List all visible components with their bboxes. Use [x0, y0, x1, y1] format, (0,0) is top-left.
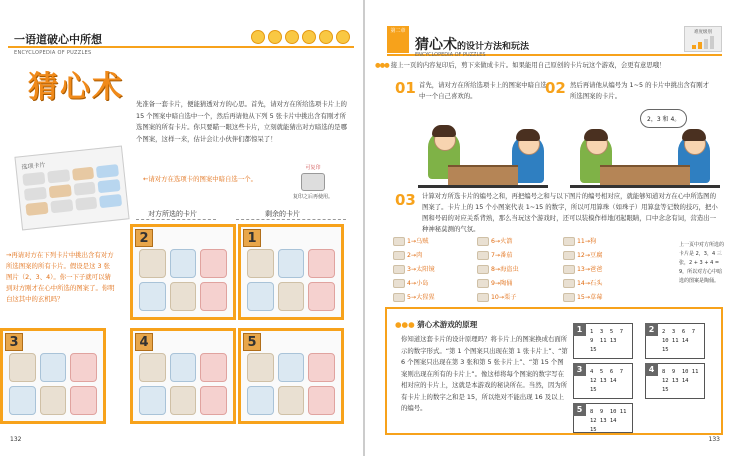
legend-item: 3→太阳镜 [393, 264, 435, 274]
card-number: 5 [243, 333, 261, 351]
figurine-icon [477, 279, 489, 288]
tofu-icon [563, 251, 575, 260]
number-card [573, 403, 633, 433]
step-number: 01 [395, 79, 416, 97]
face-icon [302, 30, 316, 44]
number-card [573, 363, 633, 399]
principle-heading [395, 319, 477, 330]
number-card [645, 363, 705, 399]
chestnut-icon [477, 293, 489, 302]
step-number: 03 [395, 191, 416, 209]
instruction-1: ←请对方在选项卡的图案中暗自选一个。 [143, 175, 257, 183]
right-title-suffix: 的设计方法和玩法 [457, 42, 530, 52]
rocket-icon [477, 237, 489, 246]
header-face-icons [251, 30, 350, 44]
dog-icon [563, 237, 575, 246]
remaining-cards-heading: 剩余的卡片 [265, 210, 300, 218]
card-number: 1 [243, 229, 261, 247]
tomato-icon [477, 251, 489, 260]
option-card [14, 146, 129, 231]
legend-item: 4→小岛 [393, 278, 429, 288]
stone-icon [563, 279, 575, 288]
squid-icon [393, 237, 405, 246]
legend-item: 11→狗 [563, 236, 596, 246]
legend-item: 2→肉 [393, 250, 422, 260]
option-card-label: 选项卡片 [21, 161, 46, 172]
copy-hint-note: 复印之后再使用。 [292, 194, 333, 200]
left-header-title: 一语道破心中所想 [14, 33, 102, 46]
left-header-subtitle: ENCYCLOPEDIA OF PUZZLES [14, 50, 92, 56]
speech-bubble: 2，3 和 4。 [640, 109, 687, 128]
difficulty-box [684, 26, 722, 52]
right-title-main: 猜心术 [415, 37, 457, 53]
lead-line [375, 60, 720, 69]
picture-card-1 [238, 224, 344, 320]
illustration-scene-2 [570, 101, 720, 188]
step-text: 首先，请对方在所给选项卡上的图案中暗自选中一个自己喜欢的。 [419, 81, 547, 100]
legend-item: 1→乌贼 [393, 236, 429, 246]
legend-item: 8→海盗虫 [477, 264, 519, 274]
strawberry-icon [563, 293, 575, 302]
face-icon [251, 30, 265, 44]
gorilla-icon [393, 293, 405, 302]
principle-title: 猜心术游戏的原理 [417, 320, 478, 329]
dots-icon: ●●● [395, 320, 415, 329]
face-icon [336, 30, 350, 44]
number-card-values: 1 3 5 7 9 11 13 15 [590, 329, 624, 353]
meat-icon [393, 251, 405, 260]
card-number: 4 [135, 333, 153, 351]
table-icon [448, 165, 518, 185]
legend-item: 6→火箭 [477, 236, 513, 246]
bug-icon [477, 265, 489, 274]
legend-item: 15→草莓 [563, 292, 602, 302]
legend-item: 14→石头 [563, 278, 602, 288]
instruction-2: →再请对方在下列卡片中挑出含有对方所选图案的所有卡片。假设是这 3 张图片（2、3、4）。你一下子就可以猜到对方刚才在心中所选的图案了。你明白这其中的玄机吗？ [6, 251, 115, 303]
picture-card-3 [0, 328, 106, 424]
divider [136, 219, 216, 220]
picture-card-5 [238, 328, 344, 424]
sunglasses-icon [393, 265, 405, 274]
legend-item: 9→陶俑 [477, 278, 513, 288]
picture-number-legend [393, 232, 723, 302]
number-card [645, 323, 705, 359]
number-card-values: 8 9 10 11 12 13 14 15 [662, 369, 699, 393]
table-icon [600, 165, 690, 185]
number-card-index: 5 [573, 403, 586, 416]
face-icon [285, 30, 299, 44]
difficulty-label: 难度级别 [694, 30, 712, 35]
face-icon [319, 30, 333, 44]
right-page [365, 0, 730, 456]
number-card-index: 3 [573, 363, 586, 376]
principle-body: 你知道这套卡片的设计原理吗？将卡片上的图案换成右面所示的数字形式。“第 1 个图案只出现在第 1 张卡片上”、“第 6 个图案只出现在第 3 张和第 5 张卡片上”、“第 15 个图案则出现在所有的卡片上”。像这样将每个图案的数字写在相对应的卡片上，这就是本游戏的秘诀所在。当然，因为所有卡片上的数字之和是 15，所以绝对不能出现 16 及以上的编号。 [401, 335, 568, 412]
difficulty-bars-icon [685, 35, 721, 49]
illustration-scene-1 [418, 101, 548, 188]
principle-box [385, 307, 723, 435]
number-card-index: 1 [573, 323, 586, 336]
chosen-cards-heading: 对方所选的卡片 [148, 210, 197, 218]
copy-hint [290, 164, 336, 200]
number-cards [573, 323, 718, 433]
number-card [573, 323, 633, 359]
dots-icon: ●●● [375, 61, 389, 69]
legend-item: 13→爸爸 [563, 264, 602, 274]
legend-item: 5→大猩猩 [393, 292, 435, 302]
option-card-grid [22, 164, 122, 216]
legend-item: 7→番茄 [477, 250, 513, 260]
face-icon [268, 30, 282, 44]
printer-icon [301, 173, 325, 191]
page-number: 133 [708, 436, 720, 443]
chapter-tag: 第二章 [387, 26, 409, 53]
legend-item: 10→栗子 [477, 292, 516, 302]
divider [236, 219, 346, 220]
card-number: 2 [135, 229, 153, 247]
legend-item: 12→豆腐 [563, 250, 602, 260]
step-number: 02 [545, 79, 566, 97]
number-card-values: 8 9 10 11 12 13 14 15 [590, 409, 627, 433]
page-number: 132 [10, 436, 22, 443]
picture-card-4 [130, 328, 236, 424]
copy-hint-label: 可复印 [305, 165, 321, 171]
number-card-values: 2 3 6 7 10 11 14 15 [662, 329, 696, 353]
step-text: 计算对方所选卡片的编号之和，再把编号之和与以下图片的编号相对应，就能够知道对方在心中所选图的图案了。卡片上的 15 个小图案代表 1~15 的数字，所以可用算珠（如珠子）用算盘等记数的技巧，把小图和号码的对应关系背熟，那么当玩这个游戏时，还可以装模作样地闭起眼睛，口中念念有词，营造出一种神秘莫测的气氛。 [422, 192, 718, 233]
step-text: 然后再请他从编号为 1~5 的卡片中挑出含有刚才所选图案的卡片。 [570, 81, 709, 100]
intro-text: 先准备一套卡片，便能猜透对方的心思。首先，请对方在所给选项卡片上的 15 个图案中暗自选中一个，然后再请他从下列 5 张卡片中挑出含有刚才所选图案的所有卡片。你只要瞄一眼这些卡片，立刻就能猜出对方暗选的是哪个图案，这样一来，估计会让小伙伴们都惊呆了！ [136, 100, 347, 143]
big-title: 猜心术 [28, 70, 124, 105]
side-note: 上一页中对方所选的卡片是 2，3，4 三张，2 + 3 + 4 = 9，所以对方心中暗选的图案是陶俑。 [679, 242, 725, 284]
picture-card-2 [130, 224, 236, 320]
right-header-title [415, 34, 529, 54]
right-header-subtitle: ENCYCLOPEDIA OF PUZZLES [415, 52, 486, 58]
left-header [8, 30, 354, 56]
lead-text: 接上一页的内容复印后，剪下来做成卡片。如果能用自己原创的卡片玩这个游戏，会更有意思哦！ [390, 61, 666, 69]
island-icon [393, 279, 405, 288]
card-number: 3 [5, 333, 23, 351]
number-card-index: 4 [645, 363, 658, 376]
number-card-values: 4 5 6 7 12 13 14 15 [590, 369, 624, 393]
father-icon [563, 265, 575, 274]
right-header [387, 26, 722, 56]
number-card-index: 2 [645, 323, 658, 336]
